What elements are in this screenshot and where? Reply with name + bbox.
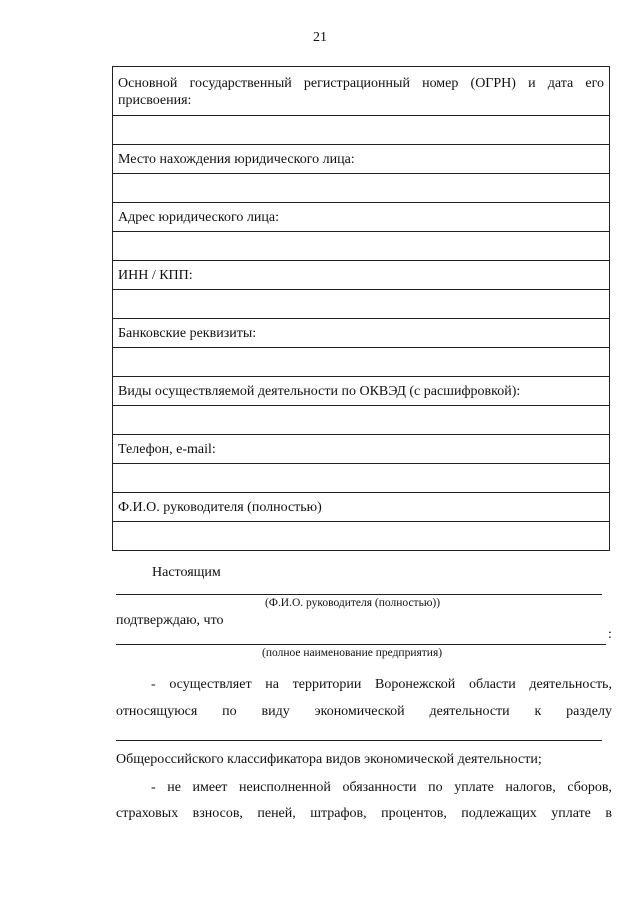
word: относящуюся: [116, 704, 198, 719]
declaration-intro: Настоящим: [152, 565, 221, 580]
manager-name-caption: (Ф.И.О. руководителя (полностью)): [265, 597, 441, 609]
table-row: [113, 493, 610, 522]
para1-line1: [151, 677, 612, 693]
word: виду: [261, 704, 290, 719]
manager-name-line[interactable]: [116, 594, 602, 595]
word: не: [167, 780, 181, 795]
table-row: [113, 203, 610, 232]
para1-line3: Общероссийского классификатора видов экономической деятельности;: [116, 752, 542, 767]
word: к: [534, 704, 542, 719]
word: в: [605, 806, 612, 821]
word: страховых: [116, 806, 179, 821]
word: штрафов,: [310, 806, 367, 821]
label-location: Место нахождения юридического лица:: [113, 145, 610, 174]
field-phone-email[interactable]: [113, 464, 610, 493]
word: пеней,: [257, 806, 296, 821]
word: по: [222, 704, 237, 719]
label-address: Адрес юридического лица:: [113, 203, 610, 232]
word: неисполненной: [238, 780, 331, 795]
label-ogrn: Основной государственный регистрационный номер (ОГРН) и дата его присвоения:: [113, 67, 610, 116]
word: процентов,: [381, 806, 447, 821]
word: территории: [292, 677, 362, 692]
table-row: [113, 464, 610, 493]
table-row: [113, 67, 610, 116]
word: подлежащих: [461, 806, 537, 821]
field-okved[interactable]: [113, 406, 610, 435]
table-row: [113, 319, 610, 348]
page-number: 21: [313, 30, 327, 45]
word: по: [428, 780, 443, 795]
okved-section-line[interactable]: [116, 740, 602, 741]
table-row: [113, 145, 610, 174]
para2-line1: [151, 780, 612, 796]
table-row: [113, 348, 610, 377]
word: деятельность,: [529, 677, 612, 692]
word: -: [151, 780, 156, 795]
para2-line2: [116, 806, 612, 822]
field-ogrn[interactable]: [113, 116, 610, 145]
company-name-caption: (полное наименование предприятия): [262, 647, 443, 659]
word: деятельности: [429, 704, 510, 719]
table-row: [113, 232, 610, 261]
label-okved: Виды осуществляемой деятельности по ОКВЭД (с расшифровкой):: [113, 377, 610, 406]
label-bank-details: Банковские реквизиты:: [113, 319, 610, 348]
word: налогов,: [505, 780, 556, 795]
colon: :: [608, 627, 612, 642]
field-address[interactable]: [113, 232, 610, 261]
field-bank-details[interactable]: [113, 348, 610, 377]
table-row: [113, 522, 610, 551]
word: имеет: [192, 780, 228, 795]
word: -: [151, 677, 156, 692]
word: области: [468, 677, 516, 692]
word: осуществляет: [169, 677, 252, 692]
table-row: [113, 261, 610, 290]
field-manager-name[interactable]: [113, 522, 610, 551]
company-name-line[interactable]: [116, 644, 606, 645]
label-phone-email: Телефон, e-mail:: [113, 435, 610, 464]
table-row: [113, 435, 610, 464]
table-row: [113, 406, 610, 435]
field-inn-kpp[interactable]: [113, 290, 610, 319]
word: уплате: [551, 806, 591, 821]
word: Воронежской: [375, 677, 456, 692]
table-row: [113, 290, 610, 319]
word: разделу: [566, 704, 612, 719]
table-row: [113, 377, 610, 406]
table-row: [113, 174, 610, 203]
company-info-table: [112, 66, 610, 551]
confirm-text: подтверждаю, что: [116, 613, 224, 628]
table-row: [113, 116, 610, 145]
para1-line2: [116, 704, 612, 720]
word: на: [265, 677, 279, 692]
word: сборов,: [567, 780, 612, 795]
label-manager-name: Ф.И.О. руководителя (полностью): [113, 493, 610, 522]
word: обязанности: [342, 780, 417, 795]
word: уплате: [454, 780, 494, 795]
field-location[interactable]: [113, 174, 610, 203]
word: экономической: [314, 704, 405, 719]
label-inn-kpp: ИНН / КПП:: [113, 261, 610, 290]
word: взносов,: [192, 806, 243, 821]
